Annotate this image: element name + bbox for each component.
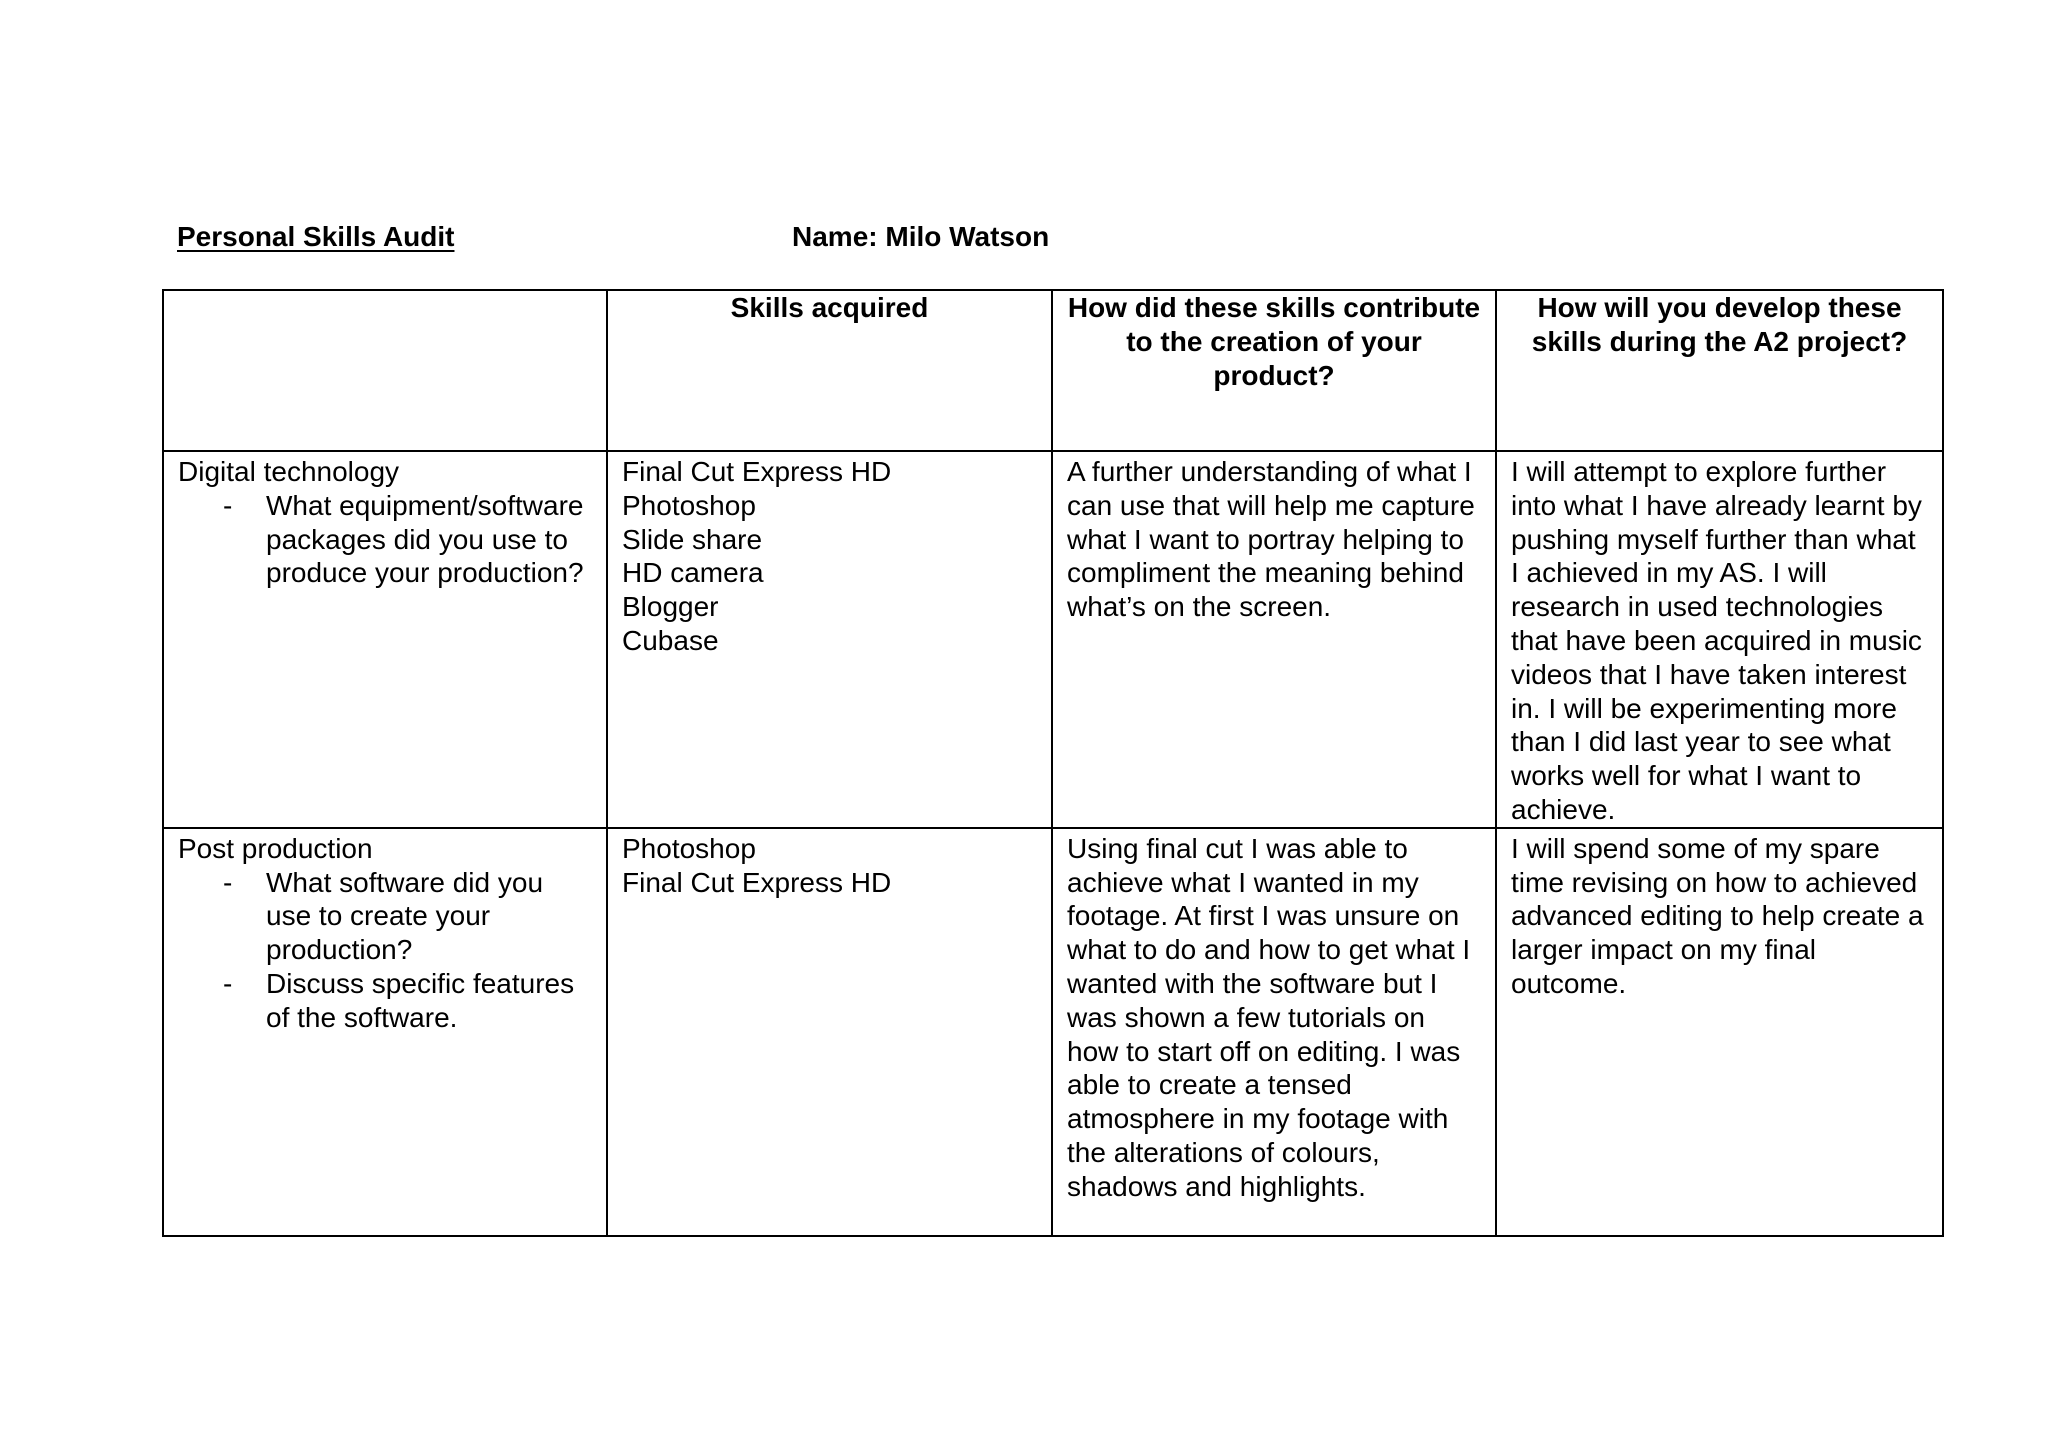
area-cell [163,451,607,828]
student-name: Name: Milo Watson [792,221,1050,252]
development-cell [1496,451,1943,828]
question-item: - What software did you use to create your production? [223,866,544,966]
skill-item: Photoshop [622,832,756,864]
question-item: - What equipment/software packages did you use to produce your production? [223,489,584,589]
header-cell-development: How will you develop these skills during the A2 project? [1496,290,1943,451]
development-text: I will attempt to explore further into what I have already learnt by pushing myself further than what I achieved in my AS. I will research in used technologies that have been acquired in music videos that I have taken interest in. I will be experimenting more than I did last year to see what works well for what I want to achieve. [1511,456,1922,825]
area-title: Post production [178,832,373,864]
contribution-cell [1052,451,1496,828]
skills-audit-table [162,289,1944,1237]
skills-cell [607,828,1052,1236]
question-text: What equipment/software packages did you use to produce your production? [266,489,584,589]
skill-item: Cubase [622,624,719,656]
contribution-text: A further understanding of what I can use that will help me capture what I want to portray helping to compliment the meaning behind what’s on the screen. [1067,456,1475,623]
table-row [163,828,1943,1236]
contribution-cell [1052,828,1496,1236]
question-text: Discuss specific features of the software. [266,967,575,1033]
skills-list [622,832,1037,900]
area-title: Digital technology [178,456,400,487]
skills-list [622,455,1037,658]
development-text: I will spend some of my spare time revising on how to achieved advanced editing to help create a larger impact on my final outcome. [1511,832,1924,999]
development-cell [1496,828,1943,1236]
question-item: - Discuss specific features of the software. [223,967,575,1033]
skill-item: HD camera [622,557,764,589]
skill-item: Final Cut Express HD [622,866,892,898]
header-row [163,290,1943,451]
question-text: What software did you use to create your production? [266,866,544,966]
header-cell-area [163,290,607,451]
header-cell-contribution: How did these skills contribute to the creation of your product? [1052,290,1496,451]
area-cell [163,828,607,1236]
skill-item: Slide share [622,523,763,555]
question-list [178,489,592,590]
question-list [178,866,592,1035]
skill-item: Final Cut Express HD [622,456,892,487]
contribution-text: Using final cut I was able to achieve what I wanted in my footage. At first I was unsure on what to do and how to get what I wanted with the software but I was shown a few tutorials on how to start off on editing. I was able to create a tensed atmosphere in my footage with the alterations of colours, shadows and highlights. [1067,832,1471,1202]
skill-item: Photoshop [622,489,756,521]
header-cell-skills: Skills acquired [607,290,1052,451]
table-row [163,451,1943,828]
skills-cell [607,451,1052,828]
skill-item: Blogger [622,591,719,623]
document-title: Personal Skills Audit [177,221,455,252]
